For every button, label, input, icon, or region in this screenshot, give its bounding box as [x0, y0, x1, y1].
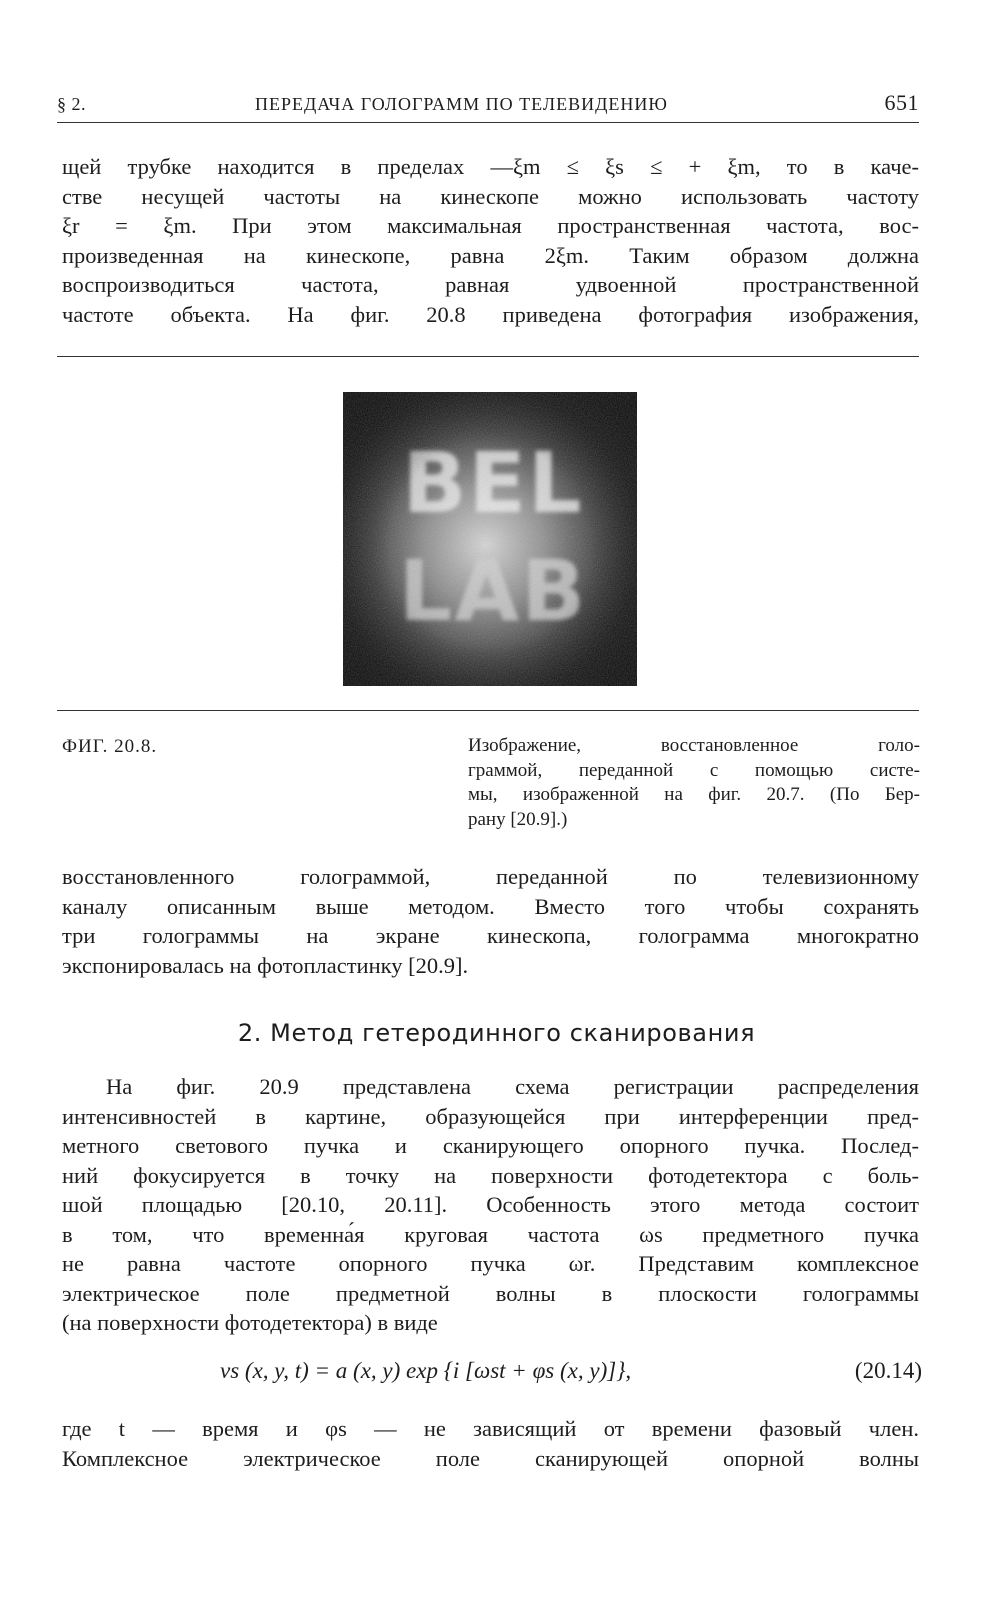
- text-line: интенсивностей в картине, образующейся при интерференции пред-: [62, 1103, 919, 1129]
- caption-line: граммой, переданной с помощью систе-: [468, 759, 920, 781]
- running-title: ПЕРЕДАЧА ГОЛОГРАММ ПО ТЕЛЕВИДЕНИЮ: [255, 94, 668, 114]
- text-line: метного светового пучка и сканирующего опорного пучка. Послед-: [62, 1133, 919, 1158]
- paragraph-4: [62, 1414, 919, 1473]
- paragraph-3: [62, 1072, 919, 1338]
- text-line: щей трубке находится в пределах —ξm ≤ ξs ≤ + ξm, то в каче-: [62, 154, 919, 179]
- text-line: Комплексное электрическое поле сканирующей опорной волны: [62, 1445, 919, 1471]
- text-line: в том, что временна́я круговая частота ωs предметного пучка: [62, 1221, 919, 1247]
- text-line: экспонировалась на фотопластинку [20.9].: [62, 952, 469, 978]
- equation-number: (20.14): [854, 1358, 922, 1383]
- text-line: ξr = ξm. При этом максимальная пространственная частота, вос-: [62, 213, 919, 238]
- equation-body: vs (x, y, t) = a (x, y) exp {i [ωst + φs (x, y)]},: [220, 1358, 632, 1383]
- caption-line: мы, изображенной на фиг. 20.7. (По Бер-: [468, 784, 920, 805]
- text-line: не равна частоте опорного пучка ωr. Представим комплексное: [62, 1251, 919, 1276]
- text-line: шой площадью [20.10, 20.11]. Особенность этого метода состоит: [62, 1192, 919, 1217]
- text-line: частоте объекта. На фиг. 20.8 приведена фотография изображения,: [62, 301, 919, 327]
- page-number: 651: [884, 90, 919, 115]
- text-line: где t — время и φs — не зависящий от времени фазовый член.: [62, 1416, 919, 1441]
- section-number: § 2.: [57, 94, 86, 114]
- paragraph-1: [62, 152, 919, 329]
- text-line: стве несущей частоты на кинескопе можно использовать частоту: [62, 183, 919, 209]
- figure-label: ФИГ. 20.8.: [62, 736, 158, 757]
- text-line: восстановленного голограммой, переданной по телевизионному: [62, 864, 919, 889]
- figure-top-rule: [57, 356, 919, 357]
- section-heading: 2. Метод гетеродинного сканирования: [237, 1019, 756, 1047]
- text-line: ний фокусируется в точку на поверхности фотодетектора с боль-: [62, 1162, 919, 1188]
- figure-caption: [468, 734, 920, 832]
- text-line: На фиг. 20.9 представлена схема регистрации распределения: [106, 1074, 919, 1099]
- text-line: три голограммы на экране кинескопа, голограмма многократно: [62, 923, 919, 948]
- header-rule: [57, 122, 919, 123]
- figure-photograph: [343, 392, 637, 686]
- caption-line: рану [20.9].): [468, 808, 568, 830]
- running-head: [57, 90, 919, 118]
- text-line: произведенная на кинескопе, равна 2ξm. Таким образом должна: [62, 242, 919, 268]
- text-line: воспроизводиться частота, равная удвоенной пространственной: [62, 272, 919, 297]
- hologram-image: [343, 392, 637, 686]
- text-line: каналу описанным выше методом. Вместо того чтобы сохранять: [62, 893, 919, 919]
- figure-bottom-rule: [57, 710, 919, 711]
- text-line: (на поверхности фотодетектора) в виде: [62, 1310, 438, 1335]
- caption-line: Изображение, восстановленное голо-: [468, 735, 920, 756]
- text-line: электрическое поле предметной волны в плоскости голограммы: [62, 1280, 919, 1306]
- paragraph-2: [62, 862, 919, 980]
